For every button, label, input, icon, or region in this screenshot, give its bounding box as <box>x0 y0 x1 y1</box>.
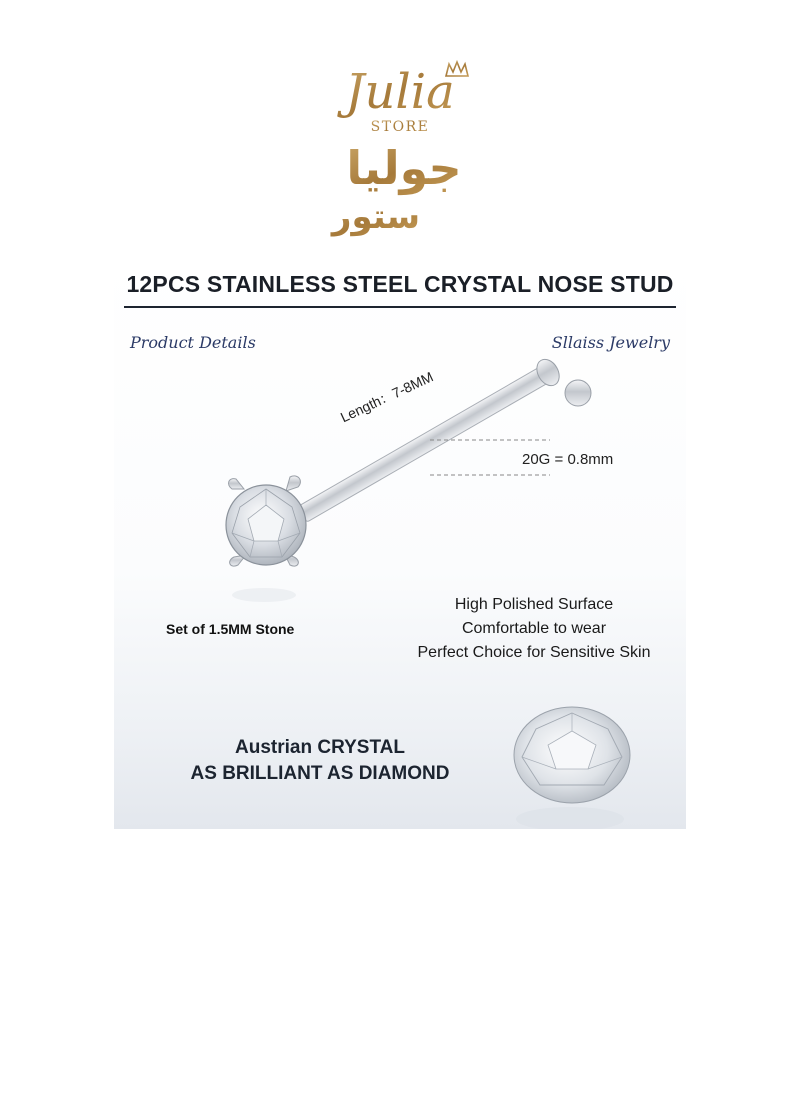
stone-size-label: Set of 1.5MM Stone <box>166 621 295 637</box>
feature-item: High Polished Surface <box>454 596 614 613</box>
logo-arabic-store: ستور <box>331 197 421 237</box>
logo-graphic <box>320 56 480 246</box>
feature-list <box>384 593 684 665</box>
product-image <box>114 257 686 829</box>
product-headline: 12PCS STAINLESS STEEL CRYSTAL NOSE STUD <box>126 271 674 297</box>
store-logo <box>320 56 480 246</box>
stud-ball-end <box>565 380 591 406</box>
gauge-label: 20G = 0.8mm <box>522 451 614 468</box>
crystal-tagline-2: AS BRILLIANT AS DIAMOND <box>190 763 450 784</box>
product-details-label: Product Details <box>130 333 256 352</box>
logo-arabic-name: جوليا <box>346 141 462 195</box>
crystal-stone <box>226 485 306 565</box>
diamond-icon <box>514 707 630 829</box>
crystal-tagline-1: Austrian CRYSTAL <box>235 737 405 758</box>
length-label: Length：7-8MM <box>337 368 436 426</box>
feature-item: Comfortable to wear <box>461 620 607 637</box>
logo-store-text: STORE <box>370 119 430 135</box>
feature-item: Perfect Choice for Sensitive Skin <box>417 644 651 661</box>
brand-label: Sllaiss Jewelry <box>551 333 670 352</box>
logo-name: Julia <box>345 64 455 120</box>
